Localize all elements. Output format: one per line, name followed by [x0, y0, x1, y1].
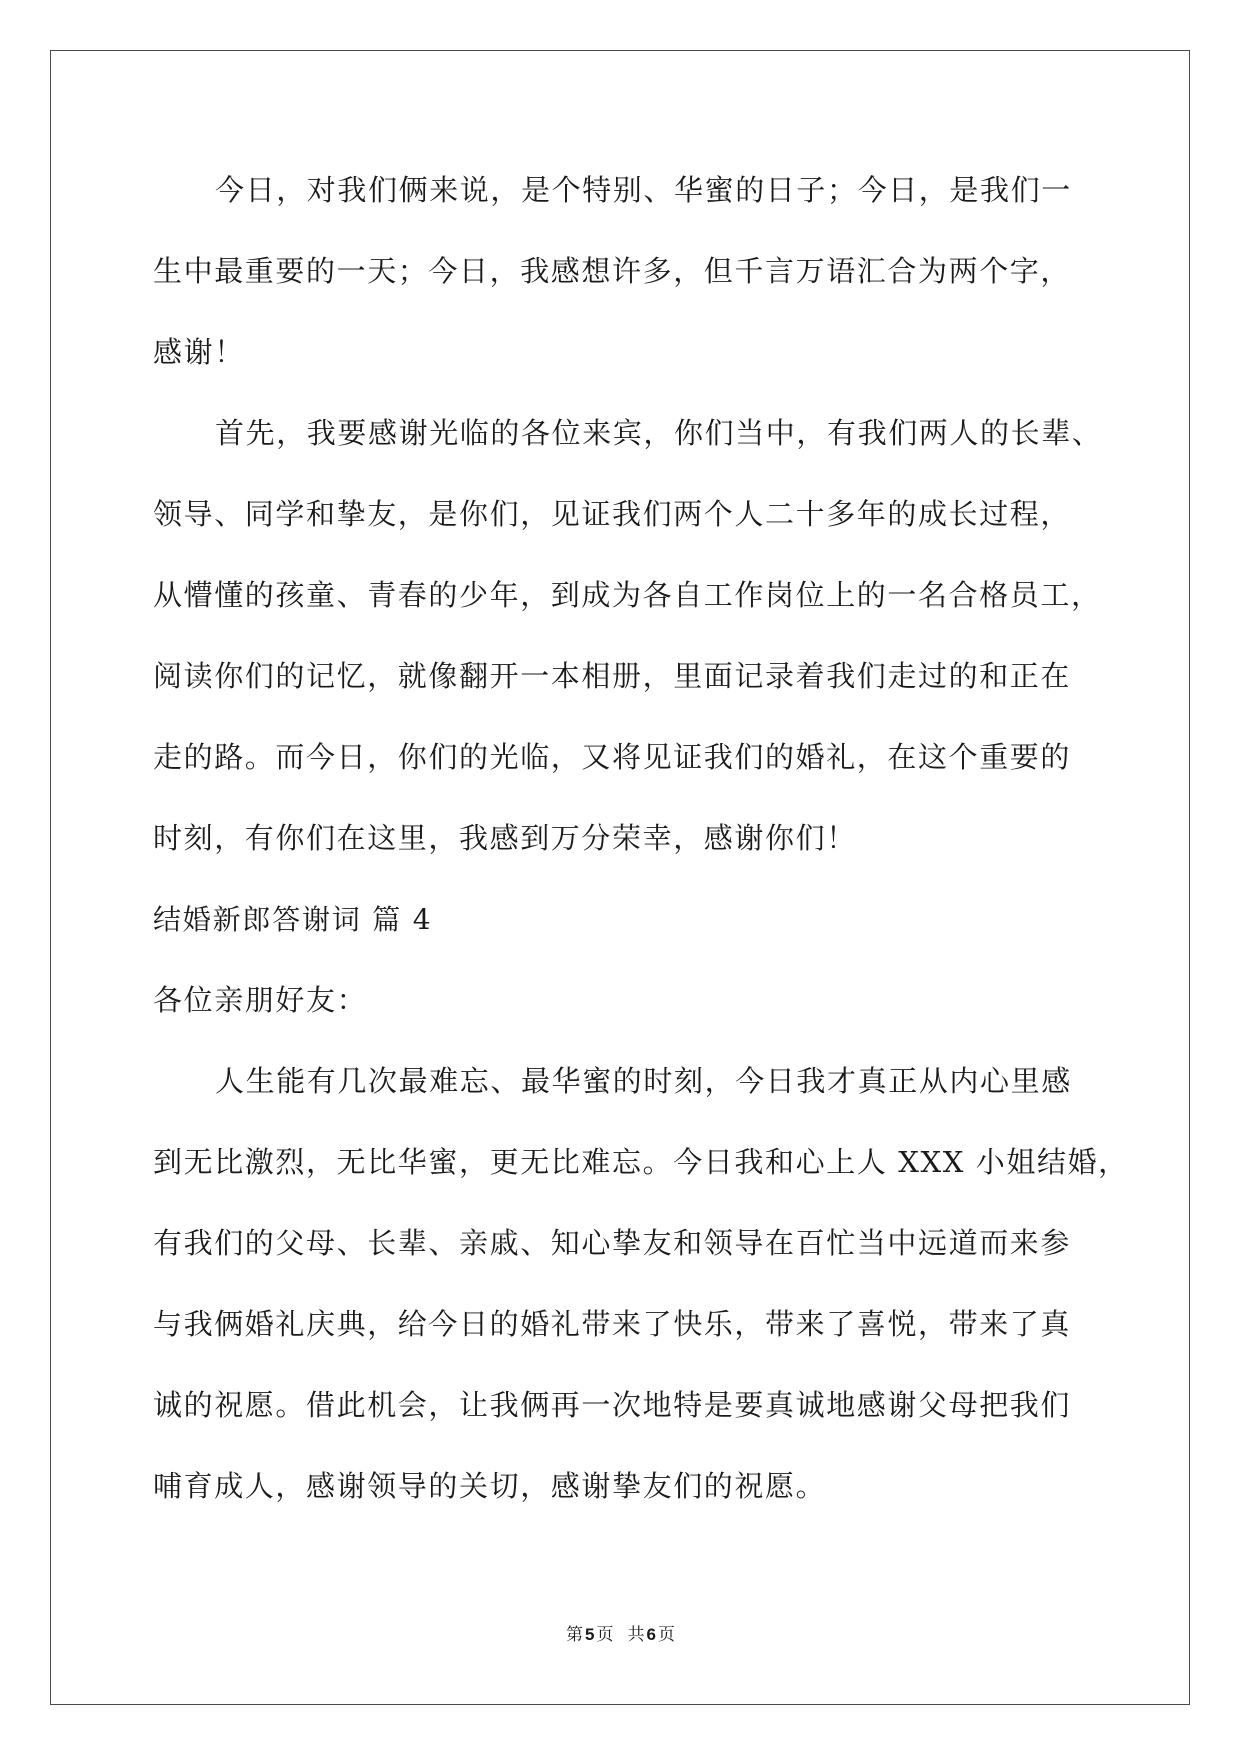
- page-label-suffix: 页: [596, 1625, 614, 1645]
- paragraph-line: 与我俩婚礼庆典，给今日的婚礼带来了快乐，带来了喜悦，带来了真: [153, 1307, 1072, 1341]
- paragraph-line: 今日，对我们俩来说，是个特别、华蜜的日子；今日，是我们一: [215, 173, 1072, 207]
- paragraph-line: 感谢！: [153, 335, 245, 369]
- paragraph-line: 人生能有几次最难忘、最华蜜的时刻，今日我才真正从内心里感: [215, 1064, 1072, 1098]
- total-pages-number: 6: [646, 1625, 656, 1644]
- greeting: 各位亲朋好友：: [153, 983, 368, 1017]
- paragraph-line: 时刻，有你们在这里，我感到万分荣幸，感谢你们！: [153, 821, 857, 855]
- page-label-prefix: 第: [566, 1625, 584, 1645]
- paragraph-line: 从懵懂的孩童、青春的少年，到成为各自工作岗位上的一名合格员工，: [153, 578, 1102, 612]
- paragraph-line: 走的路。而今日，你们的光临，又将见证我们的婚礼，在这个重要的: [153, 740, 1072, 774]
- paragraph-2: [153, 393, 1153, 879]
- paragraph-1: [153, 150, 1153, 393]
- document-body: [153, 150, 1153, 1527]
- total-label-suffix: 页: [657, 1625, 675, 1645]
- paragraph-line: 阅读你们的记忆，就像翻开一本相册，里面记录着我们走过的和正在: [153, 659, 1072, 693]
- paragraph-line: 首先，我要感谢光临的各位来宾，你们当中，有我们两人的长辈、: [215, 416, 1103, 450]
- page-footer: [0, 1623, 1241, 1647]
- paragraph-line: 领导、同学和挚友，是你们，见证我们两个人二十多年的成长过程，: [153, 497, 1072, 531]
- paragraph-line: 有我们的父母、长辈、亲戚、知心挚友和领导在百忙当中远道而来参: [153, 1226, 1072, 1260]
- paragraph-line: 到无比激烈，无比华蜜，更无比难忘。今日我和心上人 XXX 小姐结婚，: [153, 1145, 1129, 1179]
- paragraph-line: 生中最重要的一天；今日，我感想许多，但千言万语汇合为两个字，: [153, 254, 1072, 288]
- paragraph-line: 诚的祝愿。借此机会，让我俩再一次地特是要真诚地感谢父母把我们: [153, 1388, 1072, 1422]
- total-label-prefix: 共: [627, 1625, 645, 1645]
- paragraph-3: [153, 1041, 1153, 1527]
- paragraph-line: 哺育成人，感谢领导的关切，感谢挚友们的祝愿。: [153, 1469, 827, 1503]
- section-heading: 结婚新郎答谢词 篇 4: [153, 903, 433, 936]
- current-page-number: 5: [585, 1625, 595, 1644]
